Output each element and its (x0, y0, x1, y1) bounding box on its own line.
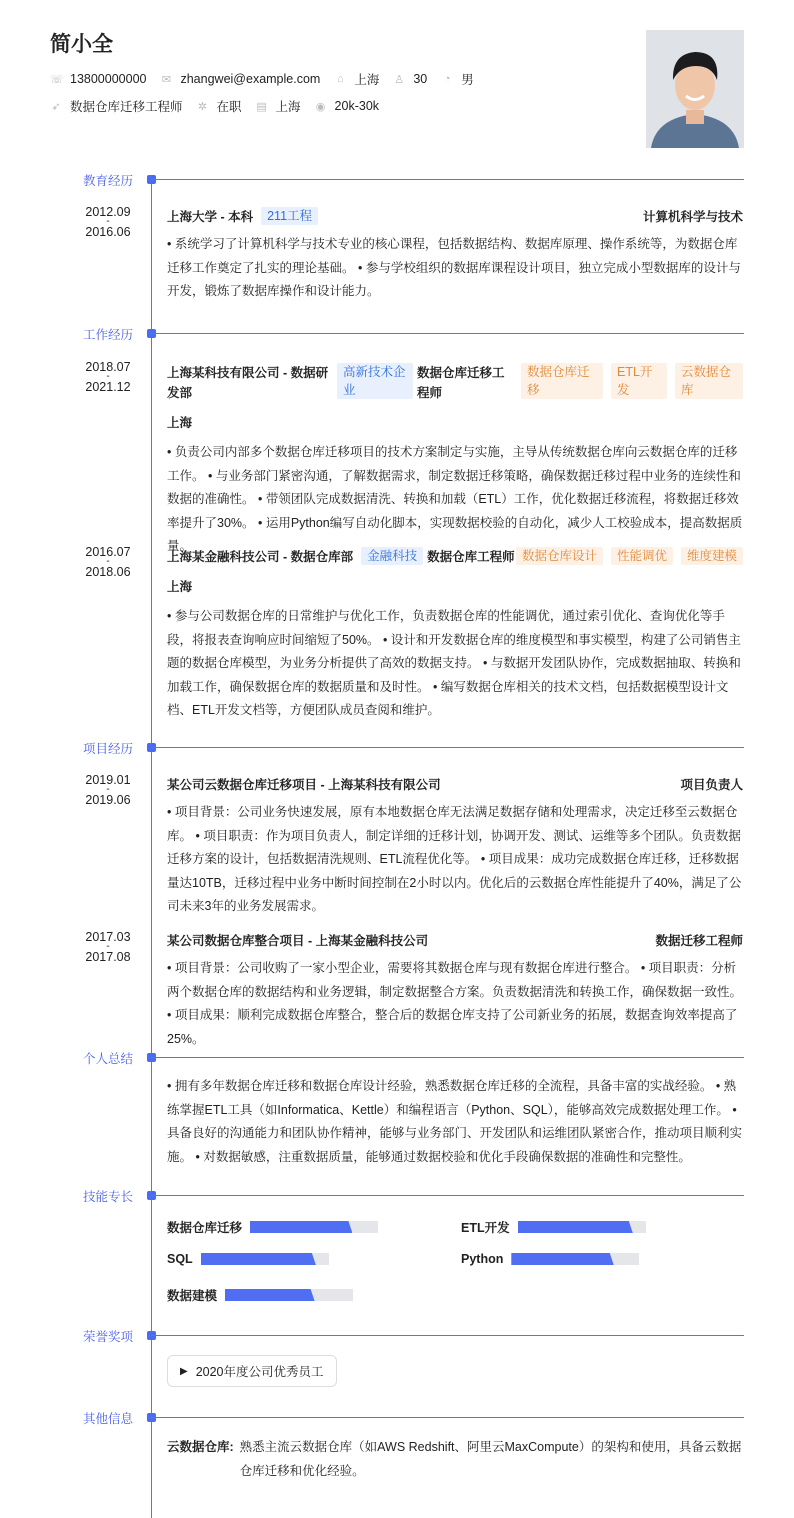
section-title: 教育经历 (83, 174, 134, 188)
section-education (0, 172, 794, 186)
section-title: 其他信息 (83, 1412, 134, 1426)
company: 上海某科技有限公司 - 数据研发部 (167, 366, 329, 400)
skill-item (167, 1218, 378, 1236)
status-icon: ✲ (197, 100, 208, 113)
section-title: 技能专长 (83, 1190, 134, 1204)
end-date: 2017.08 (85, 950, 131, 964)
education-desc: • 系统学习了计算机科学与技术专业的核心课程，包括数据结构、数据库原理、操作系统等，为数据仓库迁移工作奠定了扎实的理论基础。 • 参与学校组织的数据库课程设计项目，独立完成小型数据库的设计与开发，锻炼了数据库操作和设计能力。 (167, 237, 741, 298)
work-desc: • 参与公司数据仓库的日常维护与优化工作，负责数据仓库的性能调优，通过索引优化、查询优化等手段，将报表查询响应时间缩短了50%。 • 设计和开发数据仓库的维度模型和事实模型，构建了公司销售主题的数据仓库模型，为业务分析提供了高效的数据支持。 • 与数据开发团队协作，完成数据抽取、转换和加载工作，确保数据仓库的数据质量和及时性。 • 编写数据仓库相关的技术文档，包括数据模型设计文档、ETL开发文档等，方便团队成员查阅和维护。 (167, 609, 741, 717)
building-icon: ▤ (256, 100, 267, 113)
skill-name: SQL (167, 1252, 193, 1266)
school: 上海大学 - 本科 (167, 210, 254, 224)
timeline-line (151, 178, 152, 1518)
section-projects (0, 740, 794, 754)
project-desc: • 项目背景：公司业务快速发展，原有本地数据仓库无法满足数据存储和处理需求，决定迁移至云数据仓库。 • 项目职责：作为项目负责人，制定详细的迁移计划，协调开发、测试、运维等多个团队。负责数据迁移方案的设计，包括数据清洗规则、ETL流程优化等。 • 项目成果：成功完成数据仓库迁移，迁移数据量达10TB，迁移过程中业务中断时间控制在2小时以内。优化后的云数据仓库性能提升了40%，满足了公司未来3年的业务发展需求。 (167, 805, 742, 913)
project-entry (167, 775, 743, 919)
project-entry (167, 931, 743, 1051)
skill-bar (201, 1253, 329, 1265)
summary-block (167, 1075, 743, 1169)
skill-tag: ETL开发 (611, 363, 667, 399)
divider (151, 333, 744, 334)
divider (151, 1417, 744, 1418)
candidate-name: 简小全 (50, 33, 113, 56)
date-range: 2016.07 - 2018.06 (85, 545, 131, 579)
job-intent-row (50, 97, 393, 115)
divider (151, 1057, 744, 1058)
skill-bar (511, 1253, 639, 1265)
skill-bar (250, 1221, 378, 1233)
salary-icon: ◉ (315, 100, 326, 113)
section-title: 个人总结 (83, 1052, 134, 1066)
job-status: 在职 (216, 100, 242, 114)
skill-bar (518, 1221, 646, 1233)
skill-bar (225, 1289, 353, 1301)
skill-tag: 数据仓库设计 (516, 547, 603, 565)
profile-photo (646, 30, 744, 148)
job-title: 数据仓库迁移工程师 (417, 366, 505, 400)
skill-bar-fill (511, 1253, 613, 1265)
play-icon: ▶ (180, 1365, 188, 1377)
send-icon: ➶ (51, 100, 61, 113)
date-range: 2012.09 - 2016.06 (85, 205, 131, 239)
end-date: 2019.06 (85, 793, 131, 807)
project-role: 项目负责人 (680, 778, 743, 792)
major: 计算机科学与技术 (642, 210, 743, 224)
section-skills (0, 1188, 794, 1202)
skill-tag: 维度建模 (681, 547, 743, 565)
school-tag: 211工程 (261, 207, 318, 225)
phone-icon: ☏ (50, 73, 64, 86)
skill-bar-fill (225, 1289, 315, 1301)
section-other (0, 1410, 794, 1424)
summary-text: • 拥有多年数据仓库迁移和数据仓库设计经验，熟悉数据仓库迁移的全流程，具备丰富的实战经验。 • 熟练掌握ETL工具（如Informatica、Kettle）和编程语言（Python、SQL），能够高效完成数据处理工作。 • 具备良好的沟通能力和团队协作精神，能够与业务部门、开发团队和运维团队紧密合作，推动项目顺利实施。 • 对数据敏感，注重数据质量，能够通过数据校验和优化手段确保数据的准确性和完整性。 (167, 1079, 743, 1164)
skill-name: ETL开发 (461, 1221, 510, 1235)
work-desc: • 负责公司内部多个数据仓库迁移项目的技术方案制定与实施，主导从传统数据仓库向云数据仓库的迁移工作。 • 与业务部门紧密沟通，了解数据需求，制定数据迁移策略，确保数据迁移过程中业务的连续性和数据的准确性。 • 带领团队完成数据清洗、转换和加载（ETL）工作，优化数据迁移流程，将数据迁移效率提升了30%。 • 运用Python编写自动化脚本，实现数据校验的自动化，减少人工校验成本，提高数据质量。 (167, 445, 743, 553)
gender: 男 (461, 73, 474, 87)
work-entry (167, 547, 743, 723)
start-date: 2017.03 (85, 930, 131, 944)
section-title: 荣誉奖项 (83, 1330, 134, 1344)
project-name: 某公司数据仓库整合项目 - 上海某金融科技公司 (167, 934, 429, 948)
home-icon: ⌂ (337, 73, 344, 85)
city: 上海 (354, 73, 380, 87)
project-desc: • 项目背景：公司收购了一家小型企业，需要将其数据仓库与现有数据仓库进行整合。 • 项目职责：分析两个数据仓库的数据结构和业务逻辑，制定数据整合方案。负责数据清洗和转换工作，确保数据一致性。 • 项目成果：顺利完成数据仓库整合，整合后的数据仓库支持了公司新业务的拓展，数据查询效率提高了25%。 (167, 961, 743, 1046)
skill-tag: 性能调优 (611, 547, 673, 565)
section-title: 工作经历 (83, 328, 134, 342)
company: 上海某金融科技公司 - 数据仓库部 (167, 550, 354, 564)
project-name: 某公司云数据仓库迁移项目 - 上海某科技有限公司 (167, 778, 441, 792)
skill-name: 数据建模 (167, 1289, 218, 1303)
work-location: 上海 (167, 580, 193, 594)
work-location: 上海 (167, 416, 193, 430)
skill-item (167, 1252, 329, 1266)
phone: 13800000000 (70, 72, 147, 86)
honor-text: 2020年度公司优秀员工 (195, 1365, 324, 1379)
skill-bar-fill (250, 1221, 352, 1233)
section-summary (0, 1050, 794, 1064)
honor-item[interactable] (167, 1355, 337, 1387)
email: zhangwei@example.com (180, 72, 321, 86)
end-date: 2018.06 (85, 565, 131, 579)
project-role: 数据迁移工程师 (655, 934, 743, 948)
other-label: 云数据仓库: (167, 1440, 234, 1454)
other-text: 熟悉主流云数据仓库（如AWS Redshift、阿里云MaxCompute）的架构和使用，具备云数据仓库迁移和优化经验。 (239, 1440, 742, 1478)
work-entry (167, 363, 743, 559)
target-city: 上海 (275, 100, 301, 114)
skill-item (461, 1252, 639, 1266)
divider (151, 1335, 744, 1336)
company-tag: 高新技术企业 (337, 363, 413, 399)
skill-name: Python (461, 1252, 504, 1266)
skill-bar-fill (201, 1253, 316, 1265)
section-work (0, 326, 794, 340)
skill-tag: 数据仓库迁移 (521, 363, 603, 399)
divider (151, 179, 744, 180)
job-title: 数据仓库工程师 (427, 550, 515, 564)
skill-tag: 云数据仓库 (675, 363, 743, 399)
divider (151, 1195, 744, 1196)
skill-item (167, 1286, 353, 1304)
gender-icon: ◔ (443, 73, 451, 85)
contact-row (50, 70, 488, 88)
age: 30 (413, 72, 428, 86)
section-title: 项目经历 (83, 742, 134, 756)
date-range: 2017.03 - 2017.08 (85, 930, 131, 964)
skill-name: 数据仓库迁移 (167, 1221, 243, 1235)
salary: 20k-30k (334, 99, 380, 113)
other-info (167, 1436, 743, 1483)
date-range: 2018.07 - 2021.12 (85, 360, 131, 394)
start-date: 2019.01 (85, 773, 131, 787)
age-icon: ♙ (394, 73, 405, 86)
end-date: 2021.12 (85, 380, 131, 394)
end-date: 2016.06 (85, 225, 131, 239)
mail-icon: ✉ (161, 73, 172, 86)
skill-item (461, 1218, 646, 1236)
section-honors (0, 1328, 794, 1342)
company-tag: 金融科技 (361, 547, 423, 565)
divider (151, 747, 744, 748)
date-range: 2019.01 - 2019.06 (85, 773, 131, 807)
education-entry (167, 207, 743, 304)
start-date: 2012.09 (85, 205, 131, 219)
skill-bar-fill (518, 1221, 633, 1233)
start-date: 2018.07 (85, 360, 131, 374)
start-date: 2016.07 (85, 545, 131, 559)
job-title: 数据仓库迁移工程师 (70, 100, 183, 114)
